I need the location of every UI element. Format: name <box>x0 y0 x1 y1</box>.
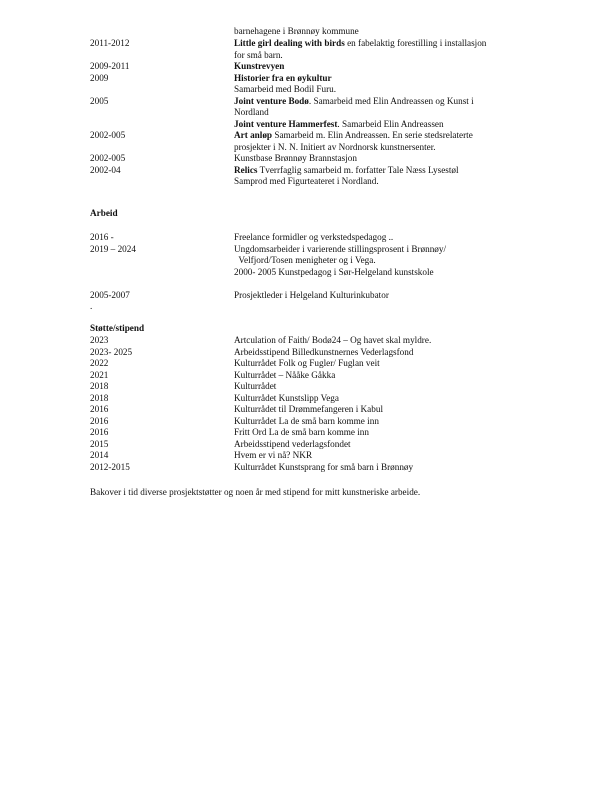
grant-text: Hvem er vi nå? NKR <box>234 450 313 460</box>
exhibition-description: en fabelaktig forestilling i installasjon <box>344 38 487 48</box>
exhibition-description: . Samarbeid Elin Andreassen <box>337 118 444 129</box>
work-text: Prosjektleder i Helgeland Kulturinkubator <box>234 290 389 300</box>
work-text: 2000- 2005 Kunstpedagog i Sør-Helgeland kunstskole <box>234 266 434 277</box>
exhibition-year: 2002-005 <box>90 153 126 163</box>
exhibition-description: prosjekter i N. N. Initiert av Nordnorsk kunstnersenter. <box>234 141 436 152</box>
grant-text: Fritt Ord La de små barn komme inn <box>234 427 369 437</box>
exhibition-text <box>234 142 564 154</box>
grant-text: Kulturrådet <box>234 381 277 391</box>
grant-text: Kulturrådet La de små barn komme inn <box>234 415 379 426</box>
exhibition-text <box>234 153 564 165</box>
work-year: 2005-2007 <box>90 290 130 300</box>
work-text: Ungdomsarbeider i varierende stillingsprosent i Brønnøy/ <box>234 243 447 254</box>
exhibition-title: Joint venture Hammerfest <box>234 118 338 129</box>
grant-year: 2023 <box>90 335 109 345</box>
exhibition-text <box>234 38 564 50</box>
exhibition-title: Historier fra en øykultur <box>234 72 332 83</box>
exhibition-description: Samarbeid m. Elin Andreassen. En serie stedsrelaterte <box>272 130 473 140</box>
exhibition-description: Tverrfaglig samarbeid m. forfatter Tale Næss Lysestøl <box>257 164 459 175</box>
exhibition-text <box>234 165 564 177</box>
exhibition-text <box>234 96 564 108</box>
grant-year: 2014 <box>90 450 109 460</box>
grant-text: Artculation of Faith/ Bodø24 – Og havet skal myldre. <box>234 335 432 345</box>
work-year: 2019 – 2024 <box>90 243 136 254</box>
exhibition-title: Joint venture Bodø <box>234 95 309 106</box>
exhibition-description: Samprod med Figurteateret i Nordland. <box>234 176 379 186</box>
grant-year: 2016 <box>90 415 109 426</box>
exhibition-year: 2002-04 <box>90 164 121 175</box>
work-year: 2016 - <box>90 232 114 242</box>
section-heading-stotte-stipend: Støtte/stipend <box>90 323 145 333</box>
exhibition-title: Relics <box>234 164 258 175</box>
exhibition-description: Samarbeid med Bodil Furu. <box>234 84 337 94</box>
exhibition-year: 2009 <box>90 72 109 83</box>
grant-year: 2018 <box>90 392 109 403</box>
grant-text: Kulturrådet – Nååke Gåkka <box>234 369 336 380</box>
grant-text: Kulturrådet Kunstsprang for små barn i Brønnøy <box>234 461 414 472</box>
work-text: Freelance formidler og verkstedspedagog .. <box>234 232 394 242</box>
stray-dot: . <box>90 301 93 311</box>
grant-year: 2016 <box>90 427 109 437</box>
grant-year: 2012-2015 <box>90 461 130 472</box>
grant-year: 2018 <box>90 381 109 391</box>
exhibition-year: 2011-2012 <box>90 38 130 48</box>
grant-text: Kulturrådet Folk og Fugler/ Fuglan veit <box>234 358 380 368</box>
exhibition-description: Nordland <box>234 107 269 117</box>
exhibition-year: 2009-2011 <box>90 61 130 71</box>
exhibition-text <box>234 130 564 142</box>
exhibition-text <box>234 61 564 73</box>
grant-year: 2023- 2025 <box>90 346 133 357</box>
exhibition-text <box>234 119 564 131</box>
exhibition-title: Kunstrevyen <box>234 61 285 71</box>
exhibition-year: 2002-005 <box>90 130 126 140</box>
grant-text: Kulturrådet Kunstslipp Vega <box>234 392 339 403</box>
footer-note: Bakover i tid diverse prosjektstøtter og noen år med stipend for mitt kunstneriske arbeide. <box>90 487 421 497</box>
exhibition-continuation-line: barnehagene i Brønnøy kommune <box>234 26 359 36</box>
exhibition-text <box>234 176 564 188</box>
grant-year: 2022 <box>90 358 109 368</box>
work-text: Velfjord/Tosen menigheter og i Vega. <box>234 255 376 265</box>
exhibition-description: for små barn. <box>234 49 283 60</box>
exhibition-description: . Samarbeid med Elin Andreassen og Kunst i <box>308 95 474 106</box>
grant-text: Arbeidsstipend Billedkunstnernes Vederlagsfond <box>234 346 414 357</box>
exhibition-description: Kunstbase Brønnøy Brannstasjon <box>234 153 357 163</box>
section-heading-arbeid: Arbeid <box>90 208 118 218</box>
exhibition-title: Little girl dealing with birds <box>234 38 345 48</box>
grant-year: 2021 <box>90 369 109 380</box>
grant-year: 2015 <box>90 438 109 449</box>
grant-year: 2016 <box>90 404 109 414</box>
exhibition-title: Art anløp <box>234 130 273 140</box>
exhibition-year: 2005 <box>90 95 109 106</box>
exhibition-text <box>234 73 564 85</box>
exhibition-text <box>234 84 564 96</box>
grant-text: Arbeidsstipend vederlagsfondet <box>234 438 351 449</box>
exhibition-text <box>234 50 564 62</box>
exhibition-text <box>234 107 564 119</box>
grant-text: Kulturrådet til Drømmefangeren i Kabul <box>234 404 383 414</box>
